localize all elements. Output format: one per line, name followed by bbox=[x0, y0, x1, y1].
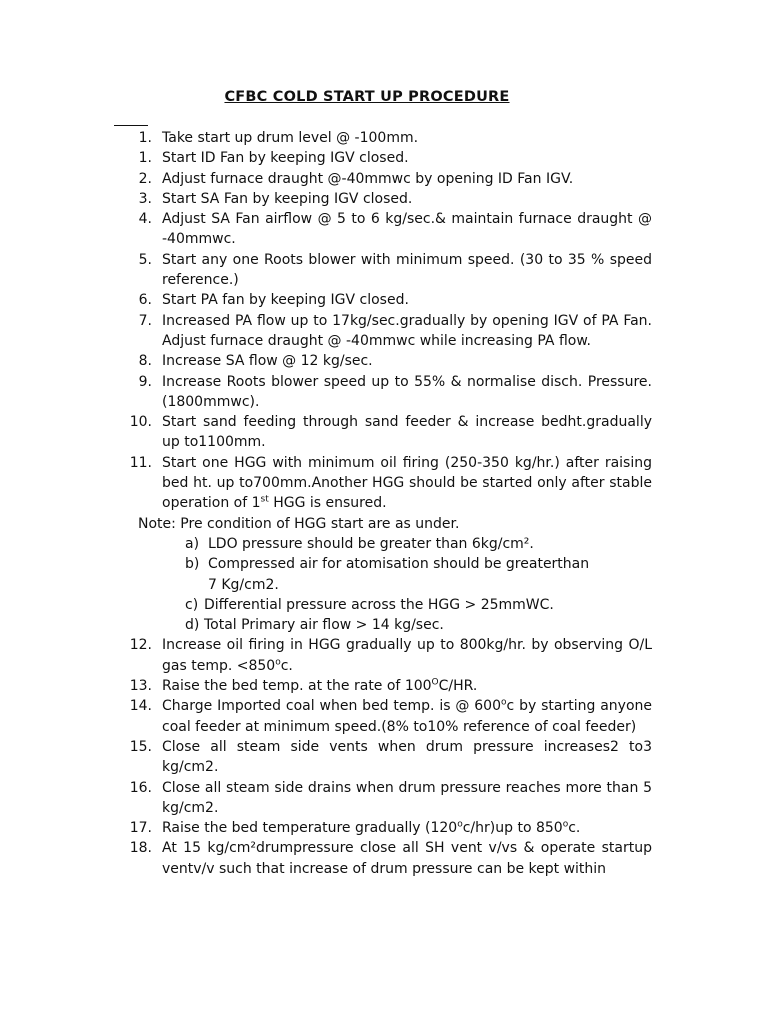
step-number: 6. bbox=[138, 292, 152, 309]
step-text: Start ID Fan by keeping IGV closed. bbox=[162, 150, 409, 167]
step-number: 18. bbox=[129, 840, 152, 857]
note-item-label: b) bbox=[185, 556, 200, 573]
step-text: Close all steam side vents when drum pressure increases2 to3 kg/cm2. bbox=[162, 738, 652, 776]
superscript: o bbox=[501, 697, 507, 708]
step-text bbox=[162, 676, 652, 696]
step-text-part: C/HR. bbox=[438, 678, 478, 695]
step-text: Close all steam side drains when drum pressure reaches more than 5 kg/cm2. bbox=[162, 779, 652, 816]
superscript: o bbox=[562, 819, 569, 830]
step-text: Take start up drum level @ -100mm. bbox=[162, 130, 419, 146]
short-rule bbox=[114, 125, 148, 126]
note-item bbox=[0, 615, 768, 635]
step-text-part: Raise the bed temp. at the rate of 100 bbox=[162, 678, 432, 695]
list-item bbox=[0, 696, 768, 737]
step-number: 1. bbox=[138, 150, 152, 167]
list-item bbox=[0, 412, 768, 453]
list-item bbox=[0, 128, 768, 148]
note-item bbox=[0, 534, 768, 554]
note-item-text: LDO pressure should be greater than 6kg/cm². bbox=[208, 535, 534, 552]
step-text-part: Start one HGG with minimum oil firing (250-350 kg/hr.) after raising bed ht. up to700mm.Another HGG should be started only after stable operation of 1 bbox=[162, 454, 652, 512]
list-item bbox=[0, 838, 768, 879]
note-item-text: Total Primary air flow > 14 kg/sec. bbox=[204, 617, 444, 634]
list-item bbox=[0, 635, 768, 676]
list-item bbox=[0, 290, 768, 310]
note-item-label: d) bbox=[185, 617, 200, 634]
step-text bbox=[162, 696, 652, 737]
list-item bbox=[0, 818, 768, 838]
step-number: 13. bbox=[129, 678, 152, 695]
step-number: 2. bbox=[138, 170, 152, 187]
step-text: Increase Roots blower speed up to 55% & normalise disch. Pressure. (1800mmwc). bbox=[162, 373, 652, 410]
note-item-text-continued: 7 Kg/cm2. bbox=[208, 576, 279, 593]
step-text: Start SA Fan by keeping IGV closed. bbox=[162, 190, 413, 207]
step-number: 7. bbox=[138, 312, 152, 329]
note-text: Pre condition of HGG start are as under. bbox=[175, 515, 460, 532]
step-text: At 15 kg/cm²drumpressure close all SH vent v/vs & operate startup ventv/v such that increase of drum pressure can be kept within bbox=[162, 840, 652, 877]
step-text bbox=[162, 453, 652, 514]
step-number: 17. bbox=[129, 820, 152, 837]
note-item-text: Differential pressure across the HGG > 25mmWC. bbox=[204, 596, 554, 613]
list-item bbox=[0, 209, 768, 250]
superscript: O bbox=[431, 677, 439, 688]
list-item bbox=[0, 311, 768, 352]
step-number: 15. bbox=[129, 738, 152, 755]
list-item bbox=[0, 778, 768, 819]
note-item bbox=[0, 595, 768, 615]
list-item bbox=[0, 676, 768, 696]
step-number: 1. bbox=[138, 130, 152, 146]
step-number: 14. bbox=[129, 698, 152, 715]
list-item bbox=[0, 737, 768, 778]
step-text-part: Charge Imported coal when bed temp. is @ 600 bbox=[162, 698, 501, 715]
step-text bbox=[162, 635, 652, 676]
step-text: Start sand feeding through sand feeder & increase bedht.gradually up to1100mm. bbox=[162, 414, 652, 451]
note bbox=[0, 514, 652, 534]
list-item bbox=[0, 169, 768, 189]
step-text-part: c. bbox=[280, 657, 293, 674]
note-item bbox=[0, 554, 768, 595]
step-text: Increased PA flow up to 17kg/sec.gradually by opening IGV of PA Fan. Adjust furnace draught @ -40mmwc while increasing PA flow. bbox=[162, 312, 652, 349]
step-number: 12. bbox=[129, 637, 152, 654]
list-item bbox=[0, 453, 768, 514]
step-text bbox=[162, 818, 652, 838]
step-text-part: c. bbox=[568, 820, 581, 837]
step-text: Start PA fan by keeping IGV closed. bbox=[162, 292, 409, 309]
step-text-part: c by starting anyone coal feeder at minimum speed.(8% to10% reference of coal feeder) bbox=[162, 698, 653, 735]
note-item-label: c) bbox=[185, 596, 199, 613]
procedure-list bbox=[0, 128, 768, 879]
step-number: 3. bbox=[138, 190, 152, 207]
note-item-text: Compressed air for atomisation should be greaterthan bbox=[208, 556, 590, 573]
note-label: Note: bbox=[138, 515, 176, 532]
step-text: Adjust SA Fan airflow @ 5 to 6 kg/sec.& maintain furnace draught @ -40mmwc. bbox=[162, 211, 652, 248]
note-item-label: a) bbox=[185, 535, 200, 552]
document-title: CFBC COLD START UP PROCEDURE bbox=[224, 89, 510, 105]
step-number: 9. bbox=[138, 373, 152, 390]
step-text: Increase SA flow @ 12 kg/sec. bbox=[162, 353, 373, 370]
superscript: o bbox=[275, 657, 281, 668]
list-item bbox=[0, 189, 768, 209]
step-text: Adjust furnace draught @-40mmwc by opening ID Fan IGV. bbox=[162, 170, 574, 187]
step-text-part: c/hr)up to 850 bbox=[462, 820, 563, 837]
step-number: 5. bbox=[138, 251, 152, 268]
step-number: 16. bbox=[129, 779, 152, 796]
step-text-part: Raise the bed temperature gradually (120 bbox=[162, 820, 458, 837]
list-item bbox=[0, 372, 768, 413]
list-item bbox=[0, 351, 768, 371]
superscript: st bbox=[260, 494, 269, 505]
superscript: o bbox=[457, 819, 463, 830]
list-item bbox=[0, 250, 768, 291]
step-text: Start any one Roots blower with minimum speed. (30 to 35 % speed reference.) bbox=[162, 251, 652, 289]
step-text-part: Increase oil firing in HGG gradually up to 800kg/hr. by observing O/L gas temp. <850 bbox=[162, 637, 652, 674]
step-text-part: HGG is ensured. bbox=[268, 495, 387, 512]
step-number: 4. bbox=[138, 211, 152, 228]
step-number: 11. bbox=[129, 454, 152, 471]
step-number: 8. bbox=[138, 353, 152, 370]
list-item bbox=[0, 148, 768, 168]
step-number: 10. bbox=[129, 414, 152, 431]
